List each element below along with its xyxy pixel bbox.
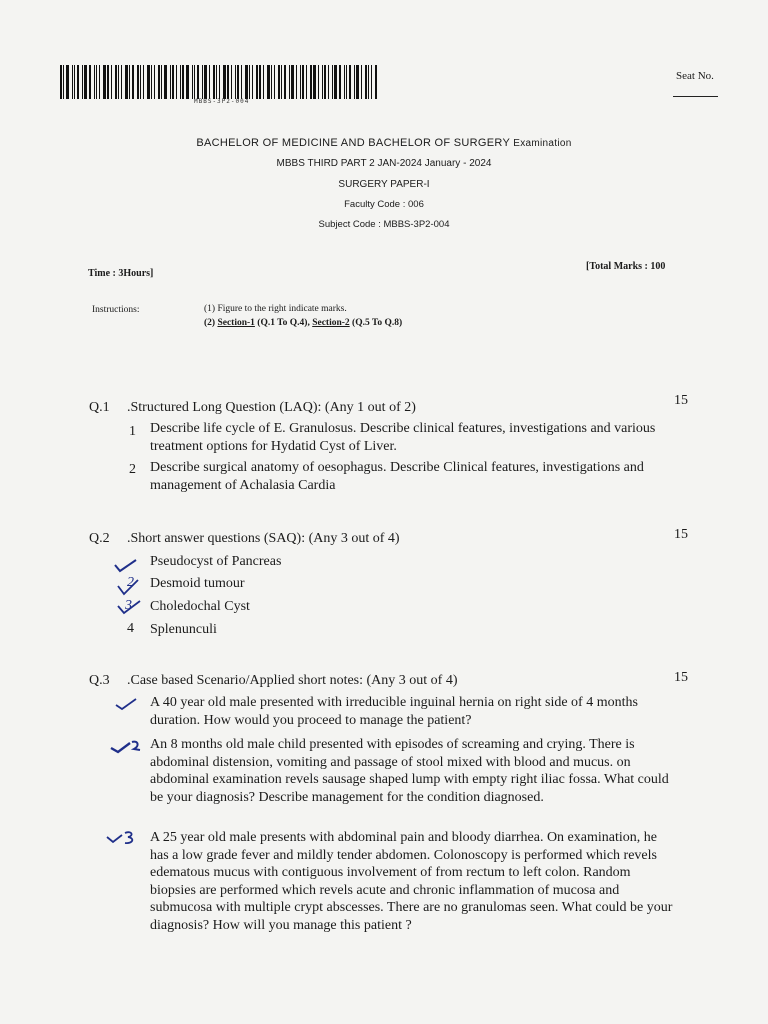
question-item: Describe life cycle of E. Granulosus. Describe clinical features, investigations and various treatment options for Hydatid Cyst of Liver.: [150, 421, 656, 454]
question-item: Choledochal Cyst: [150, 599, 250, 614]
question-marks: 15: [674, 527, 688, 542]
item-number: 4: [127, 621, 134, 636]
question-item: Pseudocyst of Pancreas: [150, 554, 282, 569]
question-item: Splenunculi: [150, 622, 217, 637]
question-marks: 15: [674, 393, 688, 408]
question-marks: 15: [674, 670, 688, 685]
instruction-2-mid: (Q.1 To Q.4),: [254, 318, 313, 328]
check-mark-icon: [104, 829, 138, 847]
item-number: 3: [125, 598, 132, 613]
instruction-2: [204, 318, 402, 328]
question-item: Describe surgical anatomy of oesophagus. Describe Clinical features, investigations and management of Achalasia Cardia: [150, 460, 644, 493]
check-mark-icon: [116, 576, 146, 598]
item-number: 1: [129, 424, 136, 439]
question-item: A 40 year old male presented with irreducible inguinal hernia on right side of 4 months duration. How would you proceed to manage the patient?: [150, 695, 638, 728]
instructions-label: Instructions:: [92, 305, 140, 315]
check-mark-icon: [116, 598, 146, 618]
subject-code: Subject Code : MBBS-3P2-004: [318, 219, 450, 230]
time-duration: Time : 3Hours]: [88, 268, 154, 279]
seat-number-line: [673, 96, 718, 97]
item-number: 2: [127, 575, 134, 590]
question-number: Q.1: [89, 400, 110, 415]
barcode-text: MBBS-3P2-004: [194, 98, 250, 105]
faculty-code: Faculty Code : 006: [344, 199, 424, 210]
question-item: Desmoid tumour: [150, 576, 245, 591]
exam-session: MBBS THIRD PART 2 JAN-2024 January - 2024: [276, 158, 492, 169]
total-marks: [Total Marks : 100: [586, 261, 666, 272]
question-item: A 25 year old male presents with abdominal pain and bloody diarrhea. On examination, he has a low grade fever and mildly tender abdomen. Colonoscopy is performed which revels edematous mucus with contiguous involvement of from rectum to left colon. Random biopsies are performed which revels acute and chronic inflammation of mucosa and submucosa with multiple crypt abscesses. There are no granulomas seen. What could be your diagnosis? How will you manage this patient ?: [150, 830, 673, 933]
check-mark-icon: [114, 696, 144, 714]
question-title: .Case based Scenario/Applied short notes: (Any 3 out of 4): [127, 673, 458, 688]
question-title: .Short answer questions (SAQ): (Any 3 out of 4): [127, 531, 400, 546]
instruction-1: (1) Figure to the right indicate marks.: [204, 304, 347, 314]
question-number: Q.3: [89, 673, 110, 688]
question-title: .Structured Long Question (LAQ): (Any 1 out of 2): [127, 400, 416, 415]
paper-name: SURGERY PAPER-I: [338, 179, 430, 190]
instruction-2-suffix: (Q.5 To Q.8): [349, 318, 403, 328]
check-mark-icon: [108, 738, 142, 756]
degree-title-suffix: Examination: [513, 138, 572, 149]
seat-number-label: Seat No.: [676, 70, 714, 82]
instruction-2-section2: Section-2: [312, 318, 350, 328]
question-item: An 8 months old male child presented with episodes of screaming and crying. There is abdominal distension, vomiting and passage of stool mixed with blood and mucus. on abdominal examination revels sausage shaped lump with empty right iliac fossa. What could be your diagnosis? Describe management for the condition diagnosed.: [150, 737, 669, 805]
instruction-2-section1: Section-1: [217, 318, 255, 328]
check-mark-icon: [112, 555, 142, 575]
question-number: Q.2: [89, 531, 110, 546]
degree-title-text: BACHELOR OF MEDICINE AND BACHELOR OF SURGERY: [196, 137, 510, 149]
item-number: 2: [129, 462, 136, 477]
barcode: [60, 65, 382, 99]
instruction-2-prefix: (2): [204, 318, 218, 328]
degree-title: [0, 137, 768, 149]
